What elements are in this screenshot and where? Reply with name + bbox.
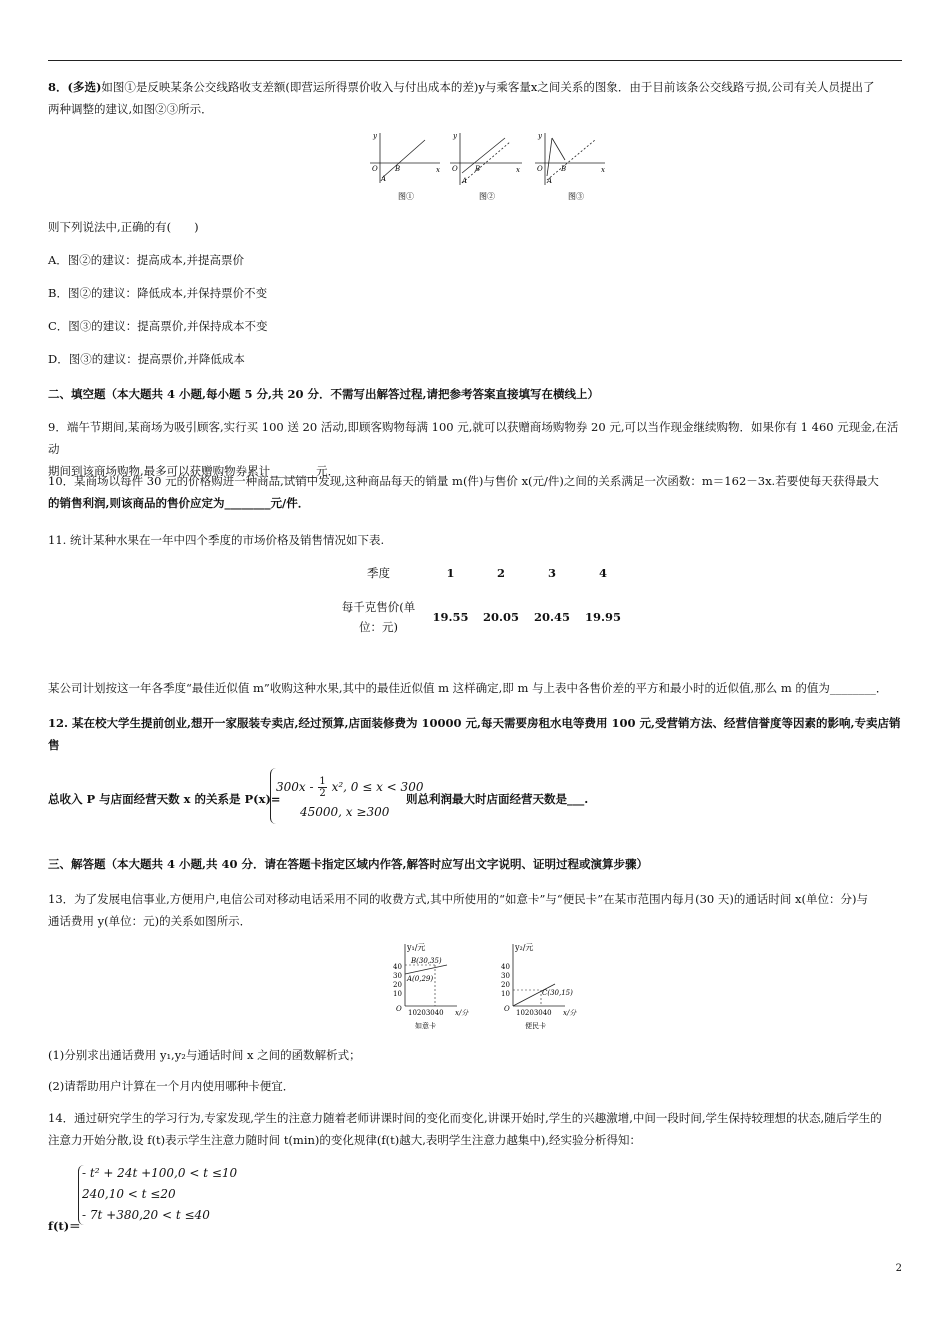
q8-figure-3 — [535, 132, 605, 201]
q11-row-label-1: 每千克售价(单 — [341, 600, 416, 614]
q8-f1-a: A — [381, 175, 387, 183]
q12-fraction — [318, 776, 326, 799]
q8-f2-caption: 图② — [479, 192, 495, 201]
q11-header-season: 季度 — [367, 566, 390, 580]
q11-value-1: 19.55 — [432, 610, 469, 624]
q8-f3-y: y — [538, 132, 542, 140]
q12-fraction-den: 2 — [319, 788, 326, 799]
q8-f1-o: O — [372, 165, 378, 173]
q13-f2-xticks: 10203040 — [516, 1009, 552, 1017]
q8-f3-a: A — [547, 177, 553, 185]
q13-figures — [385, 938, 585, 1033]
q8-prompt: 则下列说法中,正确的有( ) — [48, 220, 199, 234]
q8-f2-a: A — [462, 177, 468, 185]
q11-row-label-2: 位：元) — [359, 620, 398, 634]
q8-f3-o: O — [537, 165, 543, 173]
q11-header-3: 3 — [547, 566, 556, 580]
q8-line1: 如图①是反映某条公交线路收支差额(即营运所得票价收入与付出成本的差)y与乘客量x之间关系的图象．由于目前该条公交线路亏损,公司有关人员提出了 — [101, 80, 875, 94]
q8-f1-b: B — [395, 165, 401, 173]
q8-f3-b: B — [561, 165, 567, 173]
q10-line1: 10．某商场以每件 30 元的价格购进一种商品,试销中发现,这种商品每天的销量 m(件)与售价 x(元/件)之间的关系满足一次函数：m＝162－3x.若要使每天获得最大 — [48, 474, 879, 488]
q13-line1: 13．为了发展电信事业,方便用户,电信公司对移动电话采用不同的收费方式,其中所使用的“如意卡”与“便民卡”在某市范围内每月(30 天)的通话时间 x(单位：分)与 — [48, 892, 868, 906]
q13-f1-xticks: 10203040 — [408, 1009, 444, 1017]
q13-f2-caption: 便民卡 — [525, 1022, 546, 1030]
q13-figure-ruyi — [393, 943, 469, 1030]
q13-f1-caption: 如意卡 — [415, 1022, 436, 1030]
q13-text — [48, 888, 903, 932]
q8-f2-o: O — [452, 165, 458, 173]
section2-heading: 二、填空题（本大题共 4 小题,每小题 5 分,共 20 分．不需写出解答过程,请把参考答案直接填写在横线上） — [48, 387, 600, 401]
q10-text — [48, 470, 903, 514]
q11-header-2: 2 — [496, 566, 505, 580]
q14-line2: 注意力开始分散,设 f(t)表示学生注意力随时间 t(min)的变化规律(f(t)越大,表明学生注意力越集中),经实验分析得知： — [48, 1133, 642, 1147]
q13-f2-ytick-20: 20 — [501, 981, 510, 989]
q12-case2: 45000, x ≥300 — [300, 805, 390, 819]
q8-f1-x: x — [436, 166, 440, 174]
q8-option-d: D．图③的建议：提高票价,并降低成本 — [48, 352, 245, 366]
q13-f2-ylabel: y₂/元 — [515, 943, 534, 952]
section3-heading: 三、解答题（本大题共 4 小题,共 40 分．请在答题卡指定区域内作答,解答时应写出文字说明、证明过程或演算步骤） — [48, 857, 649, 871]
q13-f1-ylabel: y₁/元 — [407, 943, 426, 952]
q13-f1-ytick-40: 40 — [393, 963, 402, 971]
q8-number: 8 — [48, 80, 57, 94]
q8-f1-caption: 图① — [398, 192, 414, 201]
q14-lhs: f(t)＝ — [48, 1219, 81, 1233]
q14-text — [48, 1107, 903, 1151]
q13-sub1: (1)分别求出通话费用 y₁,y₂与通话时间 x 之间的函数解析式； — [48, 1048, 361, 1062]
q11-value-4: 19.95 — [584, 610, 621, 624]
q11-intro: 11. 统计某种水果在一年中四个季度的市场价格及销售情况如下表. — [48, 533, 385, 547]
q13-f1-xlabel: x/分 — [455, 1009, 469, 1017]
q12-line1: 12. 某在校大学生提前创业,想开一家服装专卖店,经过预算,店面装修费为 10000 元,每天需要房租水电等费用 100 元,受营销方法、经营信誉度等因素的影响,专卖店销售 — [48, 716, 901, 752]
q8-figure-2 — [450, 132, 522, 201]
q11-after: 某公司计划按这一年各季度“最佳近似值 m”收购这种水果,其中的最佳近似值 m 这样确定,即 m 与上表中各售价差的平方和最小时的近似值,那么 m 的值为________． — [48, 681, 888, 695]
q11-value-3: 20.45 — [533, 610, 570, 624]
q8-tag: (多选) — [67, 80, 102, 94]
q8-f1-y: y — [373, 132, 377, 140]
q12-suffix: 则总利润最大时店面经营天数是___. — [406, 792, 589, 806]
q8-option-b: B．图②的建议：降低成本,并保持票价不变 — [48, 286, 268, 300]
q11-table — [330, 560, 630, 648]
page-number: 2 — [895, 1263, 902, 1274]
q10-line2: 的销售利润,则该商品的售价应定为________元/件． — [48, 496, 310, 510]
q9-line1: 9．端午节期间,某商场为吸引顾客,实行买 100 送 20 活动,即顾客购物每满 100 元,就可以获赠商场购物券 20 元,可以当作现金继续购物．如果你有 1 460 元现金,在活动 — [48, 420, 899, 456]
q11-header-1: 1 — [446, 566, 455, 580]
q13-f1-pointB: B(30,35) — [411, 957, 442, 965]
q8-figures — [365, 128, 610, 208]
q14-case3: - 7t +380,20 < t ≤40 — [82, 1208, 210, 1222]
q13-f1-ytick-30: 30 — [393, 972, 402, 980]
q13-f1-pointA: A(0,29) — [407, 975, 434, 983]
q13-sub2: (2)请帮助用户计算在一个月内使用哪种卡便宜． — [48, 1079, 295, 1093]
q13-f2-ytick-30: 30 — [501, 972, 510, 980]
q8-line2: 两种调整的建议,如图②③所示． — [48, 102, 213, 116]
q8-f2-y: y — [453, 132, 457, 140]
q13-f2-ytick-10: 10 — [501, 990, 510, 998]
top-rule — [48, 60, 902, 61]
q13-f1-origin: O — [396, 1005, 402, 1013]
q13-f2-pointC: C(30,15) — [542, 989, 573, 997]
q13-f2-ytick-40: 40 — [501, 963, 510, 971]
q13-f1-ytick-20: 20 — [393, 981, 402, 989]
q8-f2-x: x — [516, 166, 520, 174]
q8-f2-b: B — [475, 165, 481, 173]
q13-f1-ytick-10: 10 — [393, 990, 402, 998]
q8-option-c: C．图③的建议：提高票价,并保持成本不变 — [48, 319, 268, 333]
q14-case2: 240,10 < t ≤20 — [82, 1187, 176, 1201]
q13-f2-origin: O — [504, 1005, 510, 1013]
q8-f3-caption: 图③ — [568, 192, 584, 201]
q13-f2-xlabel: x/分 — [563, 1009, 577, 1017]
q14-case1: - t² + 24t +100,0 < t ≤10 — [82, 1166, 238, 1180]
q8-f3-x: x — [601, 166, 605, 174]
q11-row-label — [330, 586, 427, 648]
q8-text: 8．(多选)如图①是反映某条公交线路收支差额(即营运所得票价收入与付出成本的差)y与乘客量x之间关系的图象．由于目前该条公交线路亏损,公司有关人员提出了 两种调整的建议,如图②③所示． — [48, 80, 875, 116]
q13-line2: 通话费用 y(单位：元)的关系如图所示． — [48, 914, 252, 928]
q11-value-2: 20.05 — [482, 610, 519, 624]
q14-line1: 14．通过研究学生的学习行为,专家发现,学生的注意力随着老师讲课时间的变化而变化,讲课开始时,学生的兴趣激增,中间一段时间,学生保持较理想的状态,随后学生的 — [48, 1111, 882, 1125]
q8-figure-1 — [370, 132, 440, 201]
q12-fraction-num: 1 — [319, 776, 326, 787]
q13-figure-bianmin — [501, 943, 577, 1030]
q12-case1-b: x², 0 ≤ x < 300 — [331, 780, 424, 794]
q12-case1-a: 300x - — [276, 780, 314, 794]
q9-line2: 期间到该商场购物,最多可以获赠购物券累计________元． — [48, 464, 340, 478]
q11-header-4: 4 — [598, 566, 607, 580]
q8-option-a: A．图②的建议：提高成本,并提高票价 — [48, 253, 244, 267]
q12-case1 — [276, 776, 423, 799]
q12-prefix: 总收入 P 与店面经营天数 x 的关系是 P(x)= — [48, 792, 281, 806]
